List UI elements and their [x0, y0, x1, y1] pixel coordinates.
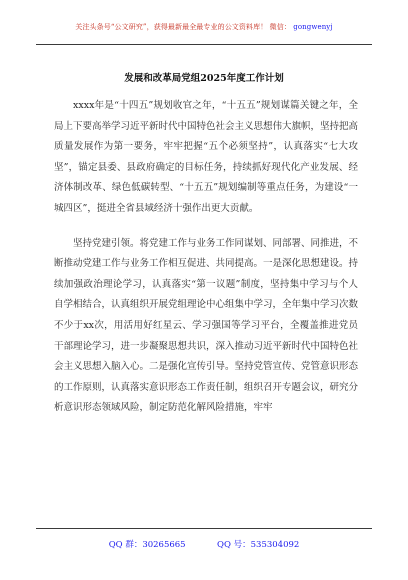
- document-body: [54, 96, 358, 433]
- qq-group-label: QQ 群：: [108, 540, 143, 550]
- qq-number-label: QQ 号：: [217, 540, 251, 550]
- header-banner-text: 关注头条号“公文研究”，获得最新最全最专业的公文资料库！: [75, 23, 268, 31]
- header-wechat-label: 微信：: [269, 23, 291, 31]
- document-title: 发展和改革局党组2025年度工作计划: [124, 73, 284, 84]
- body-paragraph-party-building: 坚持党建引领。将党建工作与业务工作同谋划、同部署、同推进，不断推动党建工作与业务工作相互促进、共同提高。一是深化思想建设。持续加强政治理论学习，认真落实“第一议题”制度，坚持集中学习与个人自学相结合，认真组织开展党组理论中心组集中学习，全年集中学习次数不少于xx次，用活用好红星云、学习强国等学习平台，全覆盖推进党员干部理论学习，进一步凝聚思想共识，深入推动习近平新时代中国特色社会主义思想入脑入心。二是强化宣传引导。坚持党管宣传、党管意识形态的工作原则，认真落实意识形态工作责任制，组织召开专题会议，研究分析意识形态领域风险，制定防范化解风险措施，牢牢: [54, 237, 359, 414]
- body-paragraph-intro: xxxx年是“十四五”规划收官之年，“十五五”规划谋篇关键之年，全局上下要高举学习近平新时代中国特色社会主义思想伟大旗帜，坚持把高质量发展作为第一要务，牢牢把握“五个必须坚持”，认真落实“七大攻坚”，锚定县委、县政府确定的目标任务，持续抓好现代化产业发展、经济体制改革、绿色低碳转型、“十五五”规划编制等重点任务，为建设“一城四区”，挺进全省县域经济十强作出更大贡献。: [54, 100, 359, 214]
- qq-number: 535304092: [250, 540, 300, 550]
- header-banner: [0, 22, 408, 32]
- header-wechat-id: gongwenyj: [293, 23, 333, 31]
- footer-divider: [36, 528, 372, 529]
- header-divider: [36, 44, 372, 45]
- qq-group-number: 30265665: [142, 540, 186, 550]
- footer-contact: [0, 538, 408, 550]
